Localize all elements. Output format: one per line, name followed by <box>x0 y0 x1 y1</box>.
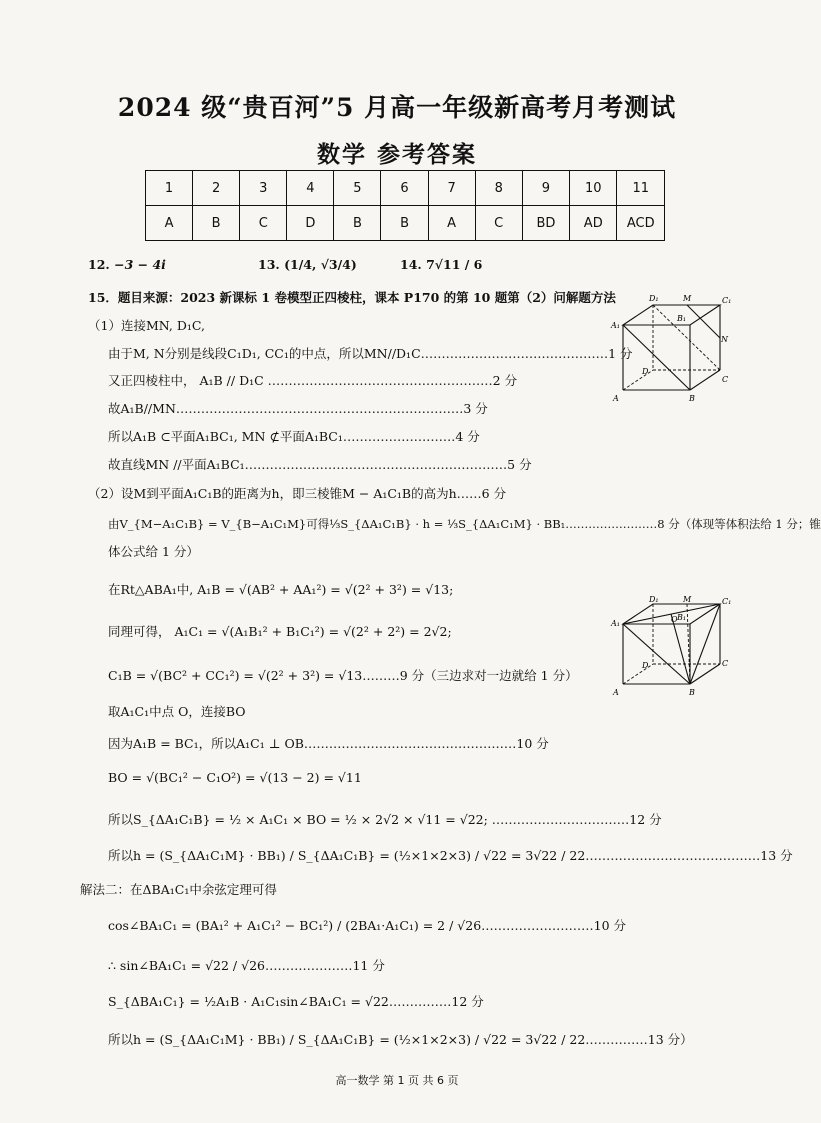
answer-table-number-row <box>146 171 665 206</box>
answer-cell: D <box>287 206 334 241</box>
part1-line: （1）连接MN, D₁C, <box>88 318 205 333</box>
q13-answer: (1/4, √3/4) <box>284 257 357 272</box>
part1-line: 又正四棱柱中， A₁B // D₁C ………………………………………………2 分 <box>108 373 518 388</box>
answer-cell: B <box>193 206 240 241</box>
vertex-label: B₁ <box>677 314 687 323</box>
part2-line: 由V_{M−A₁C₁B} = V_{B−A₁C₁M}可得⅓S_{ΔA₁C₁B} · h = ⅓S_{ΔA₁C₁M} · BB₁……………………8 分（体现等体积法给 1 分；锥 <box>108 517 821 531</box>
question-number-cell: 3 <box>240 171 287 206</box>
page-title: 2024 级“贵百河”5 月高一年级新高考月考测试 <box>117 93 677 122</box>
q13 <box>258 257 357 273</box>
part1-line: 由于M, N分别是线段C₁D₁, CC₁的中点，所以MN//D₁C………………………………………1 分 <box>108 346 633 361</box>
vertex-label: A <box>613 394 619 403</box>
prism-figure-2 <box>605 596 730 696</box>
answer-table <box>145 170 665 241</box>
vertex-label: C <box>722 375 729 384</box>
page-footer: 高一数学 第 1 页 共 6 页 <box>335 1074 459 1087</box>
q14 <box>400 257 482 273</box>
answer-cell: C <box>475 206 522 241</box>
vertex-label: C <box>722 659 729 668</box>
part2-line: 体公式给 1 分） <box>108 544 199 559</box>
part2-line: C₁B = √(BC² + CC₁²) = √(2² + 3²) = √13………9 分（三边求对一边就给 1 分） <box>108 668 578 683</box>
method2-line: 所以h = (S_{ΔA₁C₁M} · BB₁) / S_{ΔA₁C₁B} = (½×1×2×3) / √22 = 3√22 / 22……………13 分） <box>108 1032 693 1047</box>
method2-line: ∴ sin∠BA₁C₁ = √22 / √26…………………11 分 <box>108 958 385 973</box>
question-number-cell: 2 <box>193 171 240 206</box>
prism-figure-1 <box>605 290 730 405</box>
answer-cell: B <box>334 206 381 241</box>
vertex-label: M <box>683 595 692 604</box>
q13-label: 13. <box>258 257 280 272</box>
vertex-label: D₁ <box>649 595 659 604</box>
vertex-label: D <box>642 367 649 376</box>
vertex-label: N <box>721 335 728 344</box>
answer-cell: A <box>146 206 193 241</box>
method2-line: 解法二：在ΔBA₁C₁中余弦定理可得 <box>80 882 277 897</box>
question-number-cell: 5 <box>334 171 381 206</box>
answer-table-answer-row <box>146 206 665 241</box>
answer-cell: ACD <box>617 206 665 241</box>
vertex-label: D₁ <box>649 294 659 303</box>
vertex-label: B <box>689 688 695 697</box>
part2-line: 取A₁C₁中点 O，连接BO <box>108 704 246 719</box>
method2-line: cos∠BA₁C₁ = (BA₁² + A₁C₁² − BC₁²) / (2BA₁·A₁C₁) = 2 / √26………………………10 分 <box>108 918 627 933</box>
question-number-cell: 6 <box>381 171 428 206</box>
vertex-label: B <box>689 394 695 403</box>
vertex-label: A <box>613 688 619 697</box>
part2-line: 所以S_{ΔA₁C₁B} = ½ × A₁C₁ × BO = ½ × 2√2 × √11 = √22; ……………………………12 分 <box>108 812 662 827</box>
vertex-label: D <box>642 661 649 670</box>
q14-answer: 7√11 / 6 <box>426 257 483 272</box>
q12-label: 12. <box>88 257 110 272</box>
vertex-label: C₁ <box>722 296 732 305</box>
vertex-label: M <box>683 294 692 303</box>
vertex-label: O <box>671 615 678 624</box>
answer-cell: B <box>381 206 428 241</box>
question-number-cell: 4 <box>287 171 334 206</box>
answer-cell: AD <box>570 206 617 241</box>
part1-line: 所以A₁B ⊂平面A₁BC₁, MN ⊄平面A₁BC₁………………………4 分 <box>108 429 480 444</box>
q12 <box>88 257 166 273</box>
q15-heading: 15．题目来源：2023 新课标 1 卷模型正四棱柱，课本 P170 的第 10 题第（2）问解题方法 <box>88 290 616 305</box>
q14-label: 14. <box>400 257 422 272</box>
part2-line: （2）设M到平面A₁C₁B的距离为h，即三棱锥M − A₁C₁B的高为h……6 分 <box>88 486 507 501</box>
part1-line: 故A₁B//MN……………………………………………………………3 分 <box>108 401 488 416</box>
part2-line: 在Rt△ABA₁中, A₁B = √(AB² + AA₁²) = √(2² + 3²) = √13; <box>108 582 454 597</box>
answer-cell: BD <box>522 206 569 241</box>
question-number-cell: 9 <box>522 171 569 206</box>
vertex-label: A₁ <box>611 619 620 628</box>
answer-cell: C <box>240 206 287 241</box>
question-number-cell: 10 <box>570 171 617 206</box>
answer-cell: A <box>428 206 475 241</box>
part2-line: 同理可得， A₁C₁ = √(A₁B₁² + B₁C₁²) = √(2² + 2²) = 2√2; <box>108 624 452 639</box>
part1-line: 故直线MN //平面A₁BC₁………………………………………………………5 分 <box>108 457 532 472</box>
part2-line: 所以h = (S_{ΔA₁C₁M} · BB₁) / S_{ΔA₁C₁B} = (½×1×2×3) / √22 = 3√22 / 22……………………………………13 分 <box>108 848 793 863</box>
q12-answer: −3 − 4i <box>114 257 166 272</box>
method2-line: S_{ΔBA₁C₁} = ½A₁B · A₁C₁sin∠BA₁C₁ = √22……………12 分 <box>108 994 484 1009</box>
vertex-label: A₁ <box>611 321 620 330</box>
question-number-cell: 8 <box>475 171 522 206</box>
part2-line: 因为A₁B = BC₁，所以A₁C₁ ⊥ OB……………………………………………10 分 <box>108 736 549 751</box>
question-number-cell: 1 <box>146 171 193 206</box>
question-number-cell: 11 <box>617 171 665 206</box>
vertex-label: B₁ <box>677 613 687 622</box>
question-number-cell: 7 <box>428 171 475 206</box>
vertex-label: C₁ <box>722 597 732 606</box>
part2-line: BO = √(BC₁² − C₁O²) = √(13 − 2) = √11 <box>108 770 362 785</box>
page-subtitle: 数学 参考答案 <box>316 141 477 168</box>
